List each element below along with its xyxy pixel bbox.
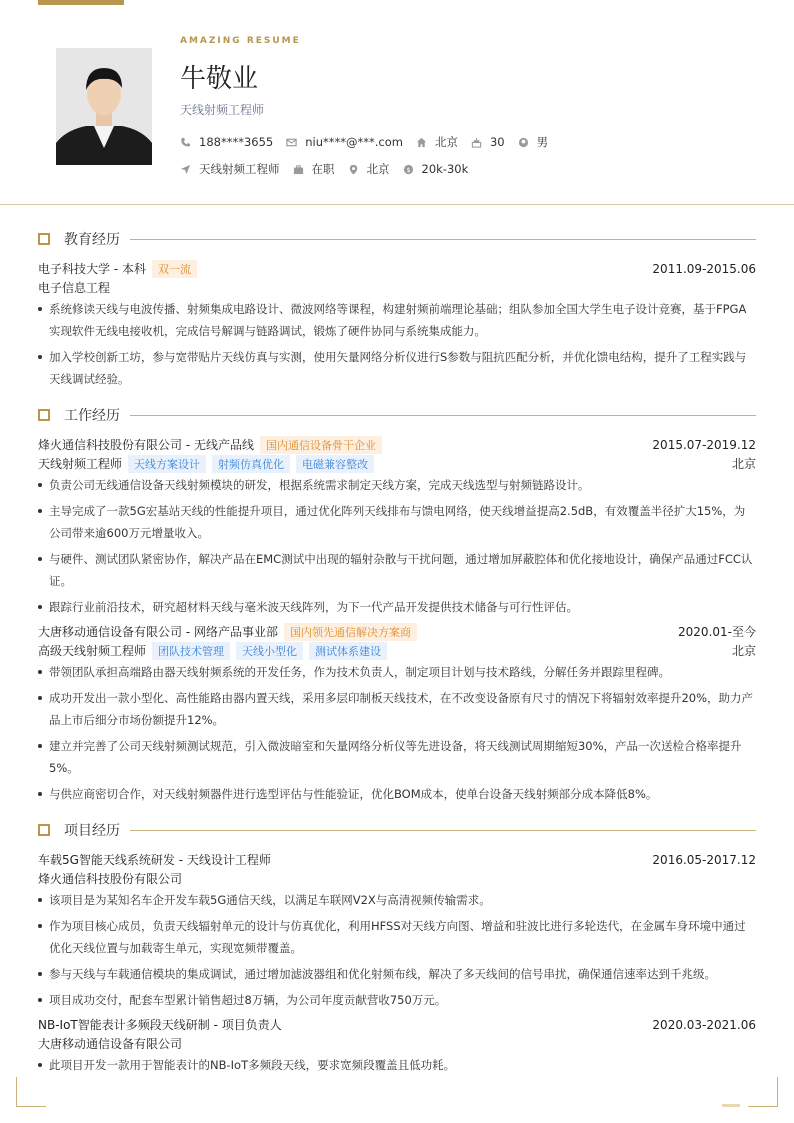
footer-mark xyxy=(722,1104,740,1107)
project-bullets xyxy=(38,1054,756,1076)
work-location: 北京 xyxy=(731,644,756,658)
project-name: NB-IoT智能表计多频段天线研制 - 项目负责人 xyxy=(38,1018,282,1032)
work-date: 2020.01-至今 xyxy=(678,625,756,639)
school-tag: 双一流 xyxy=(152,260,197,278)
brand-label: AMAZING RESUME xyxy=(180,36,301,46)
skill-tag: 测试体系建设 xyxy=(309,642,387,660)
skill-tag: 天线方案设计 xyxy=(128,455,206,473)
projects-section xyxy=(38,819,756,1076)
city-item xyxy=(416,134,458,150)
project-entry-header xyxy=(38,1015,756,1034)
candidate-title: 天线射频工程师 xyxy=(180,103,265,117)
project-name: 车载5G智能天线系统研发 - 天线设计工程师 xyxy=(38,853,271,867)
list-item: 系统修读天线与电波传播、射频集成电路设计、微波网络等课程，构建射频前端理论基础；组队参加全国大学生电子设计竞赛，基于FPGA实现软件无线电接收机，完成信号解调与链路调试，锻炼了硬件协同与系统集成能力。 xyxy=(38,298,756,342)
list-item: 建立并完善了公司天线射频测试规范，引入微波暗室和矢量网络分析仪等先进设备，将天线测试周期缩短30%，产品一次送检合格率提升5%。 xyxy=(38,735,756,779)
job-role: 高级天线射频工程师 xyxy=(38,644,147,658)
list-item: 带领团队承担高端路由器天线射频系统的开发任务，作为技术负责人，制定项目计划与技术路线，分解任务并跟踪里程碑。 xyxy=(38,661,756,683)
home-icon xyxy=(416,137,427,148)
email-item xyxy=(286,135,403,149)
section-title: 项目经历 xyxy=(64,823,120,839)
skill-tag: 射频仿真优化 xyxy=(212,455,290,473)
work-location: 北京 xyxy=(731,457,756,471)
school-name: 电子科技大学 - 本科 xyxy=(38,262,146,276)
age-item xyxy=(471,135,505,149)
list-item: 作为项目核心成员，负责天线辐射单元的设计与仿真优化，利用HFSS对天线方向图、增益和驻波比进行多轮迭代，在金属车身环境中通过优化天线位置与加载寄生单元，实现宽频带覆盖。 xyxy=(38,915,756,959)
company-name: 烽火通信科技股份有限公司 - 无线产品线 xyxy=(38,438,254,452)
list-item: 该项目是为某知名车企开发车载5G通信天线，以满足车联网V2X与高清视频传输需求。 xyxy=(38,889,756,911)
list-item: 参与天线与车载通信模块的集成调试，通过增加滤波器组和优化射频布线，解决了多天线间的信号串扰，确保通信速率达到千兆级。 xyxy=(38,963,756,985)
list-item: 与硬件、测试团队紧密协作，解决产品在EMC测试中出现的辐射杂散与干扰问题，通过增加屏蔽腔体和优化接地设计，确保产品通过FCC认证。 xyxy=(38,548,756,592)
location-pin-icon xyxy=(348,164,359,175)
intent-city-item xyxy=(348,161,390,177)
section-title: 工作经历 xyxy=(64,408,120,424)
city-text: 北京 xyxy=(434,135,458,149)
project-org: 烽火通信科技股份有限公司 xyxy=(38,872,183,886)
work-section xyxy=(38,404,756,805)
resume-header xyxy=(0,0,794,205)
intent-salary-item xyxy=(403,162,469,176)
cake-icon xyxy=(471,137,482,148)
section-divider xyxy=(130,415,756,416)
section-square-icon xyxy=(38,233,50,245)
project-entry-header xyxy=(38,850,756,869)
intent-salary-text: 20k-30k xyxy=(421,162,469,176)
profile-photo xyxy=(56,48,152,165)
project-org-row xyxy=(38,869,756,888)
list-item: 负责公司无线通信设备天线射频模块的研发，根据系统需求制定天线方案，完成天线选型与射频链路设计。 xyxy=(38,474,756,496)
work-entry-header xyxy=(38,622,756,641)
company-tag: 国内领先通信解决方案商 xyxy=(284,623,417,641)
work-bullets xyxy=(38,661,756,805)
candidate-name: 牛敬业 xyxy=(180,64,259,94)
education-date: 2011.09-2015.06 xyxy=(652,261,756,276)
skill-tag: 团队技术管理 xyxy=(152,642,230,660)
age-text: 30 xyxy=(489,135,505,149)
section-divider xyxy=(130,239,756,240)
work-heading xyxy=(38,404,756,426)
work-entry-header xyxy=(38,435,756,454)
gender-item xyxy=(518,134,549,150)
project-org: 大唐移动通信设备有限公司 xyxy=(38,1037,183,1051)
money-icon xyxy=(403,164,414,175)
intent-status-item xyxy=(293,161,335,177)
project-bullets xyxy=(38,889,756,1011)
work-bullets xyxy=(38,474,756,618)
user-icon xyxy=(518,137,529,148)
work-date: 2015.07-2019.12 xyxy=(652,437,756,452)
send-icon xyxy=(180,164,191,175)
job-role: 天线射频工程师 xyxy=(38,457,123,471)
education-section xyxy=(38,228,756,390)
project-date: 2020.03-2021.06 xyxy=(652,1017,756,1032)
email-text: niu****@***.com xyxy=(305,135,403,149)
phone-text: 188****3655 xyxy=(199,135,274,149)
education-heading xyxy=(38,228,756,250)
section-title: 教育经历 xyxy=(64,232,120,248)
company-tag: 国内通信设备骨干企业 xyxy=(260,436,382,454)
list-item: 主导完成了一款5G宏基站天线的性能提升项目，通过优化阵列天线排布与馈电网络，使天线增益提高2.5dB，有效覆盖半径扩大15%，为公司带来逾600万元增量收入。 xyxy=(38,500,756,544)
contact-row xyxy=(180,134,561,150)
list-item: 成功开发出一款小型化、高性能路由器内置天线，采用多层印制板天线技术，在不改变设备原有尺寸的情况下将辐射效率提升20%，助力产品上市后细分市场份额提升12%。 xyxy=(38,687,756,731)
intent-city-text: 北京 xyxy=(366,162,390,176)
intent-status-text: 在职 xyxy=(311,162,335,176)
list-item: 与供应商密切合作，对天线射频器件进行选型评估与性能验证，优化BOM成本，使单台设备天线射频部分成本降低8%。 xyxy=(38,783,756,805)
education-entry-header xyxy=(38,259,756,278)
skill-tag: 天线小型化 xyxy=(236,642,303,660)
phone-icon xyxy=(180,137,191,148)
education-bullets xyxy=(38,298,756,390)
intent-position-item xyxy=(180,161,280,177)
briefcase-icon xyxy=(293,164,304,175)
education-major-row xyxy=(38,278,756,297)
mail-icon xyxy=(286,137,297,148)
phone-item xyxy=(180,135,273,149)
company-name: 大唐移动通信设备有限公司 - 网络产品事业部 xyxy=(38,625,278,639)
work-role-row xyxy=(38,641,756,660)
list-item: 跟踪行业前沿技术，研究超材料天线与毫米波天线阵列，为下一代产品开发提供技术储备与可行性评估。 xyxy=(38,596,756,618)
corner-decoration-right xyxy=(748,1077,778,1107)
project-date: 2016.05-2017.12 xyxy=(652,852,756,867)
major-name: 电子信息工程 xyxy=(38,281,111,295)
resume-content xyxy=(38,228,756,1090)
section-divider xyxy=(130,830,756,831)
section-square-icon xyxy=(38,824,50,836)
list-item: 项目成功交付，配套车型累计销售超过8万辆，为公司年度贡献营收750万元。 xyxy=(38,989,756,1011)
projects-heading xyxy=(38,819,756,841)
list-item: 加入学校创新工坊，参与宽带贴片天线仿真与实测，使用矢量网络分析仪进行S参数与阻抗匹配分析，并优化馈电结构，提升了工程实践与天线调试经验。 xyxy=(38,346,756,390)
project-org-row xyxy=(38,1034,756,1053)
gender-text: 男 xyxy=(536,135,549,149)
work-role-row xyxy=(38,454,756,473)
intent-position-text: 天线射频工程师 xyxy=(199,162,280,176)
intent-row xyxy=(180,161,481,177)
corner-decoration-left xyxy=(16,1077,46,1107)
skill-tag: 电磁兼容整改 xyxy=(296,455,374,473)
section-square-icon xyxy=(38,409,50,421)
svg-text:$: $ xyxy=(405,165,411,174)
list-item: 此项目开发一款用于智能表计的NB-IoT多频段天线，要求宽频段覆盖且低功耗。 xyxy=(38,1054,756,1076)
